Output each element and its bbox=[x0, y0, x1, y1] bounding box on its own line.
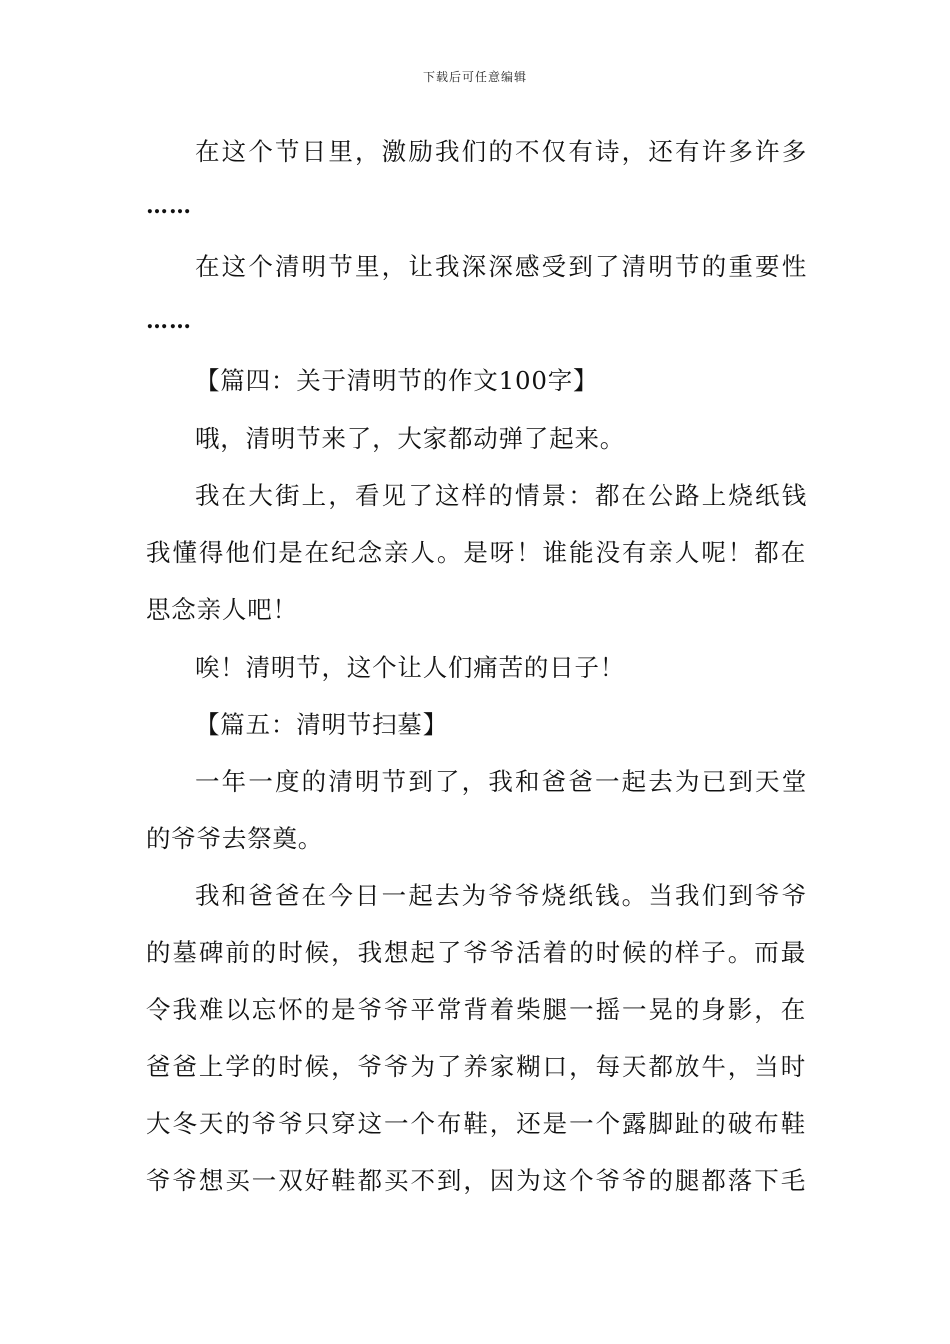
text-line: 爸爸上学的时候，爷爷为了养家糊口，每天都放牛，当时 bbox=[146, 1052, 806, 1081]
text-line: 唉！清明节，这个让人们痛苦的日子！ bbox=[195, 653, 626, 682]
text-line: 在这个节日里，激励我们的不仅有诗，还有许多许多 bbox=[195, 137, 807, 166]
text-line: 思念亲人吧！ bbox=[146, 595, 298, 624]
text-line: 我和爸爸在今日一起去为爷爷烧纸钱。当我们到爷爷 bbox=[195, 881, 807, 910]
page-header: 下载后可任意编辑 bbox=[422, 70, 527, 84]
text-line: 的爷爷去祭奠。 bbox=[146, 824, 324, 853]
text-line: 哦，清明节来了，大家都动弹了起来。 bbox=[195, 424, 626, 453]
text-line: 一年一度的清明节到了，我和爸爸一起去为已到天堂 bbox=[195, 767, 807, 796]
text-line: 在这个清明节里，让我深深感受到了清明节的重要性 bbox=[195, 252, 807, 281]
text-line: 令我难以忘怀的是爷爷平常背着柴腿一摇一晃的身影，在 bbox=[146, 995, 806, 1024]
text-line: 大冬天的爷爷只穿这一个布鞋，还是一个露脚趾的破布鞋 bbox=[146, 1109, 806, 1138]
ellipsis-line: …… bbox=[146, 193, 192, 219]
text-line: 的墓碑前的时候，我想起了爷爷活着的时候的样子。而最 bbox=[146, 938, 806, 967]
text-line: 我在大街上，看见了这样的情景：都在公路上烧纸钱 bbox=[195, 481, 807, 510]
text-line: 爷爷想买一双好鞋都买不到，因为这个爷爷的腿都落下毛 bbox=[146, 1166, 806, 1195]
text-line: 我懂得他们是在纪念亲人。是呀！谁能没有亲人呢！都在 bbox=[146, 538, 806, 567]
section-heading: 【篇五：清明节扫墓】 bbox=[195, 710, 448, 739]
section-heading: 【篇四：关于清明节的作文100字】 bbox=[195, 366, 599, 395]
ellipsis-line: …… bbox=[146, 308, 192, 334]
